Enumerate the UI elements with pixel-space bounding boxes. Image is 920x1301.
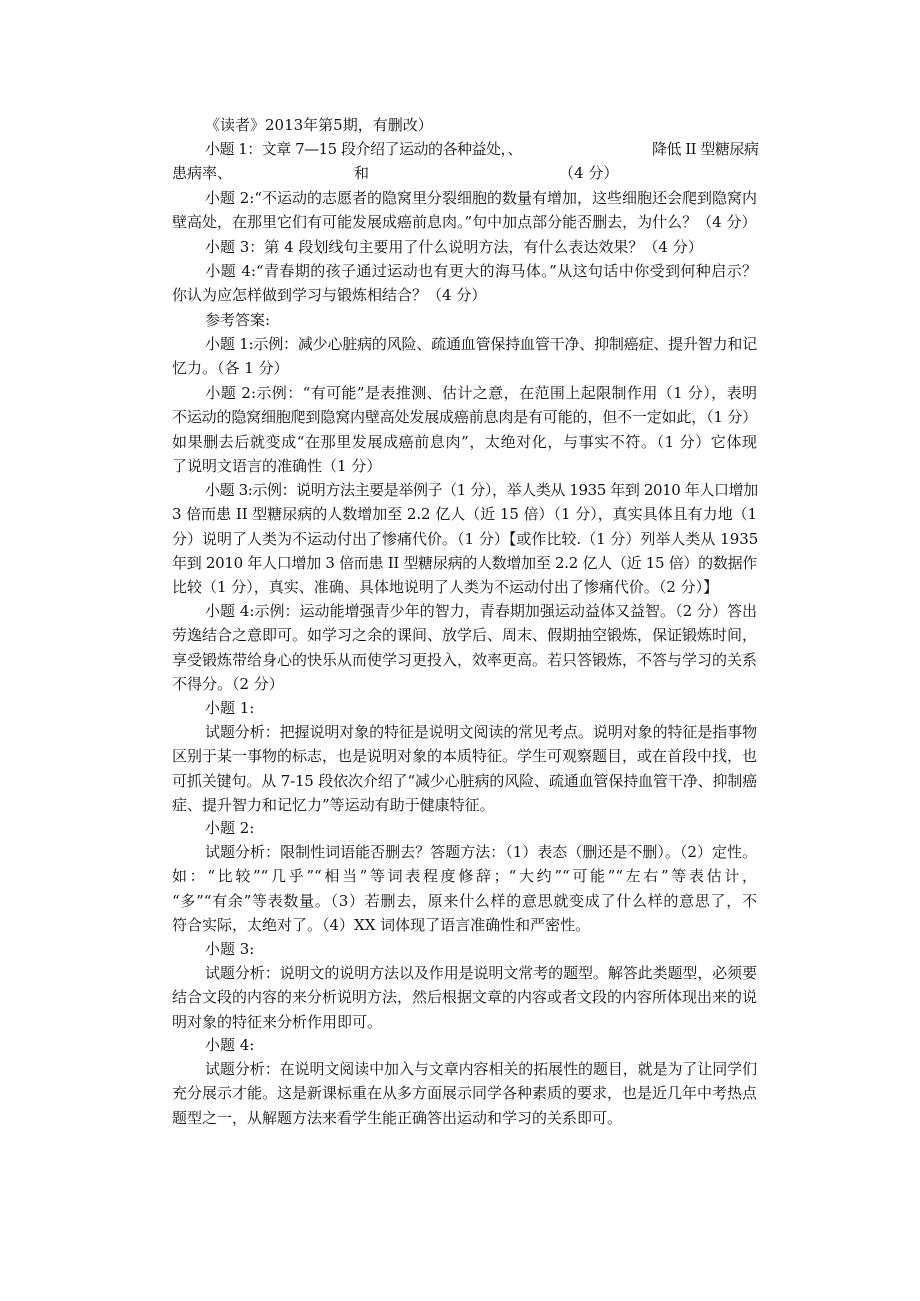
analysis-1: 试题分析：把握说明对象的特征是说明文阅读的常见考点。说明对象的特征是指事物 区别于某一事物的标志，也是说明对象的本质特征。学生可观察题目，或在首段中找，也 可抓关键句。从 7-15 段依次介绍了“减少心脏病的风险、疏通血管保持血管干净、抑制癌 症、提升智力和记忆力”等运动有助于健康特征。	[172, 723, 758, 814]
analysis-3-title: 小题 3:	[205, 940, 255, 958]
question-4: 小题 4:“青春期的孩子通过运动也有更大的海马体。”从这句话中你受到何种启示？ 你认为应怎样做到学习与锻炼相结合？（4 分）	[172, 262, 757, 305]
answer-3: 小题 3:示例：说明方法主要是举例子（1 分），举人类从 1935 年到 2010 年人口增加 3 倍而患 II 型糖尿病的人数增加至 2.2 亿人（近 15 倍）（1 分），真实具体且有力地（1 分）说明了人类为不运动付出了惨痛代价。（1 分）【或作比较.（1 分）列举人类从 1935 年到 2010 年人口增加 3 倍而患 II 型糖尿病的人数增加至 2.2 亿人（近 15 倍）的数据作 比较（1 分），真实、准确、具体地说明了人类为不运动付出了惨痛代价。（2 分）】	[172, 481, 759, 597]
analysis-1-title: 小题 1:	[205, 699, 255, 717]
question-1	[172, 137, 757, 186]
answers-heading: 参考答案:	[205, 311, 271, 329]
source-text: 《读者》2013年第5期，有删改）	[205, 116, 433, 134]
answer-1: 小题 1:示例：减少心脏病的风险、疏通血管保持血管干净、抑制癌症、提升智力和记 忆力。（各 1 分）	[172, 335, 757, 378]
question-1-score: （4 分）	[559, 164, 619, 183]
source-line	[172, 113, 757, 137]
answer-2: 小题 2:示例：“有可能”是表推测、估计之意，在范围上起限制作用（1 分），表明 不运动的隐窝细胞爬到隐窝内壁高处发展成癌前息肉是有可能的，但不一定如此，（1 分） 如果删去后就变成“在那里发展成癌前息肉”，太绝对化，与事实不符。（1 分）它体现 了说明文语言的准确性（1 分）	[172, 384, 757, 475]
question-1-and: 和	[354, 164, 370, 183]
analysis-4: 试题分析：在说明文阅读中加入与文章内容相关的拓展性的题目，就是为了让同学们 充分展示才能。这是新课标重在从多方面展示同学各种素质的要求，也是近几年中考热点 题型之一，从解题方法来看学生能正确答出运动和学习的关系即可。	[172, 1060, 758, 1127]
analysis-2: 试题分析：限制性词语能否删去？答题方法：（1）表态（删还是不删）。（2）定性。 如：“比较”“几乎”“相当”等词表程度修辞；“大约”“可能”“左右”等表估计， “多”“有余”等表数量。（3）若删去，原来什么样的意思就变成了什么样的意思了，不 符合实际，太绝对了。（4）XX 词体现了语言准确性和严密性。	[172, 843, 757, 934]
question-2: 小题 2:“不运动的志愿者的隐窝里分裂细胞的数量有增加，这些细胞还会爬到隐窝内 壁高处，在那里它们有可能发展成癌前息肉。”句中加点部分能否删去，为什么？（4 分）	[172, 189, 758, 232]
question-1-prefix: 小题 1：文章 7—15 段介绍了运动的各种益处，、	[205, 140, 522, 158]
question-3: 小题 3：第 4 段划线句主要用了什么说明方法，有什么表达效果？（4 分）	[205, 238, 703, 256]
analysis-4-title: 小题 4:	[205, 1036, 255, 1054]
question-1-mid: 降低 II 型糖尿病	[651, 140, 759, 158]
question-1-line2: 患病率、	[172, 164, 233, 183]
analysis-2-title: 小题 2:	[205, 819, 255, 837]
analysis-3: 试题分析：说明文的说明方法以及作用是说明文常考的题型。解答此类题型，必须要 结合文段的内容的来分析说明方法，然后根据文章的内容或者文段的内容所体现出来的说 明对象的特征来分析作用即可。	[172, 964, 758, 1031]
answer-4: 小题 4:示例：运动能增强青少年的智力，青春期加强运动益体又益智。（2 分）答出 劳逸结合之意即可。如学习之余的课间、放学后、周末、假期抽空锻炼，保证锻炼时间， 享受锻炼带给身心的快乐从而使学习更投入，效率更高。若只答锻炼，不答与学习的关系 不得分。（2 分）	[172, 602, 758, 693]
